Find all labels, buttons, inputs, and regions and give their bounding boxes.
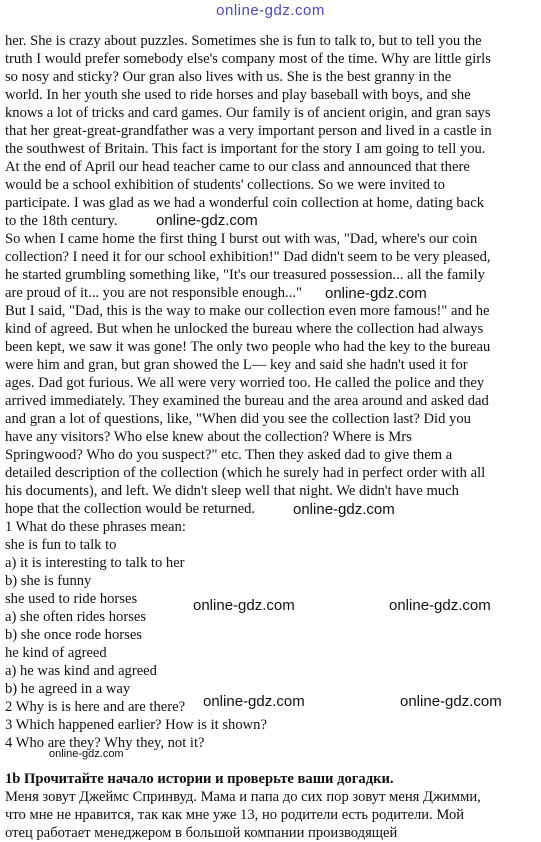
text-line: his documents), and left. We didn't sleep well that night. We didn't have much <box>5 483 459 499</box>
text-line: knows a lot of tricks and card games. Our family is of ancient origin, and gran says <box>5 105 491 121</box>
text-line: Springwood? Who do you suspect?" etc. Then they asked dad to give them a <box>5 447 453 463</box>
question-heading: 1 What do these phrases mean: <box>5 519 186 535</box>
text-line: hope that the collection would be returned. <box>5 501 256 517</box>
watermark: online-gdz.com <box>400 693 502 710</box>
option-item: a) it is interesting to talk to her <box>5 555 185 571</box>
phrase-item: he kind of agreed <box>5 645 107 661</box>
text-line: collection? I need it for our school exhibition!" Dad didn't seem to be very pleased, <box>5 249 491 265</box>
document-body <box>5 32 537 842</box>
text-line: world. In her youth she used to ride horses and play baseball with boys, and she <box>5 87 471 103</box>
text-line: arrived immediately. They examined the bureau and the area around and asked dad <box>5 393 489 409</box>
watermark: online-gdz.com <box>49 748 124 760</box>
text-line: отец работает менеджером в большой компании производящей <box>5 825 398 841</box>
text-line: participate. I was glad as we had a wonderful coin collection at home, dating back <box>5 195 484 211</box>
text-line: that her great-great-grandfather was a very important person and lived in a castle in <box>5 123 492 139</box>
text-line: were him and gran, but gran showed the L— key and said she hadn't used it for <box>5 357 468 373</box>
option-item: b) she once rode horses <box>5 627 142 643</box>
watermark: online-gdz.com <box>193 597 295 614</box>
watermark: online-gdz.com <box>389 597 491 614</box>
question-item: 3 Which happened earlier? How is it shown? <box>5 717 267 733</box>
text-line: At the end of April our head teacher came to our class and announced that there <box>5 159 470 175</box>
watermark: online-gdz.com <box>156 212 258 229</box>
option-item: b) she is funny <box>5 573 92 589</box>
text-line: kind of agreed. But when he unlocked the bureau where the collection had always <box>5 321 484 337</box>
option-item: b) he agreed in a way <box>5 681 131 697</box>
text-line: been kept, we saw it was gone! The only two people who had the key to the bureau <box>5 339 491 355</box>
text-line: Меня зовут Джеймс Спринвуд. Мама и папа до сих пор зовут меня Джимми, <box>5 789 481 805</box>
option-item: a) she often rides horses <box>5 609 147 625</box>
text-line: are proud of it... you are not responsible enough..." <box>5 285 302 301</box>
text-line: So when I came home the first thing I burst out with was, "Dad, where's our coin <box>5 231 478 247</box>
question-item: 4 Who are they? Why they, not it? <box>5 735 205 751</box>
text-line: so nosy and sticky? Our gran also lives with us. She is the best granny in the <box>5 69 452 85</box>
task-heading: 1b Прочитайте начало истории и проверьте ваши догадки. <box>5 771 394 787</box>
text-line: and gran a lot of questions, like, "When did you see the collection last? Did you <box>5 411 471 427</box>
text-line: detailed description of the collection (which he surely had in perfect order with all <box>5 465 486 481</box>
option-item: a) he was kind and agreed <box>5 663 157 679</box>
text-line: the southwest of Britain. This fact is important for the story I am going to tell you. <box>5 141 486 157</box>
watermark: online-gdz.com <box>293 501 395 518</box>
text-line: truth I would prefer somebody else's company most of the time. Why are little girls <box>5 51 491 67</box>
phrase-item: she used to ride horses <box>5 591 138 607</box>
watermark: online-gdz.com <box>203 693 305 710</box>
text-line: to the 18th century. <box>5 213 118 229</box>
text-line: he started grumbling something like, "It's our treasured possession... all the family <box>5 267 485 283</box>
text-line: would be a school exhibition of students' collections. So we were invited to <box>5 177 445 193</box>
watermark: online-gdz.com <box>325 285 427 302</box>
text-line: But I said, "Dad, this is the way to make our collection even more famous!" and he <box>5 303 490 319</box>
text-line: her. She is crazy about puzzles. Sometimes she is fun to talk to, but to tell you the <box>5 33 482 49</box>
question-item: 2 Why is is here and are there? <box>5 699 186 715</box>
text-line: have any visitors? Who else knew about the collection? Where is Mrs <box>5 429 412 445</box>
text-line: ages. Dad got furious. We all were very worried too. He called the police and they <box>5 375 485 391</box>
phrase-item: she is fun to talk to <box>5 537 117 553</box>
text-line: что мне не нравится, так как мне уже 13, но родители есть родители. Мой <box>5 807 465 823</box>
watermark-header: online-gdz.com <box>216 2 325 19</box>
